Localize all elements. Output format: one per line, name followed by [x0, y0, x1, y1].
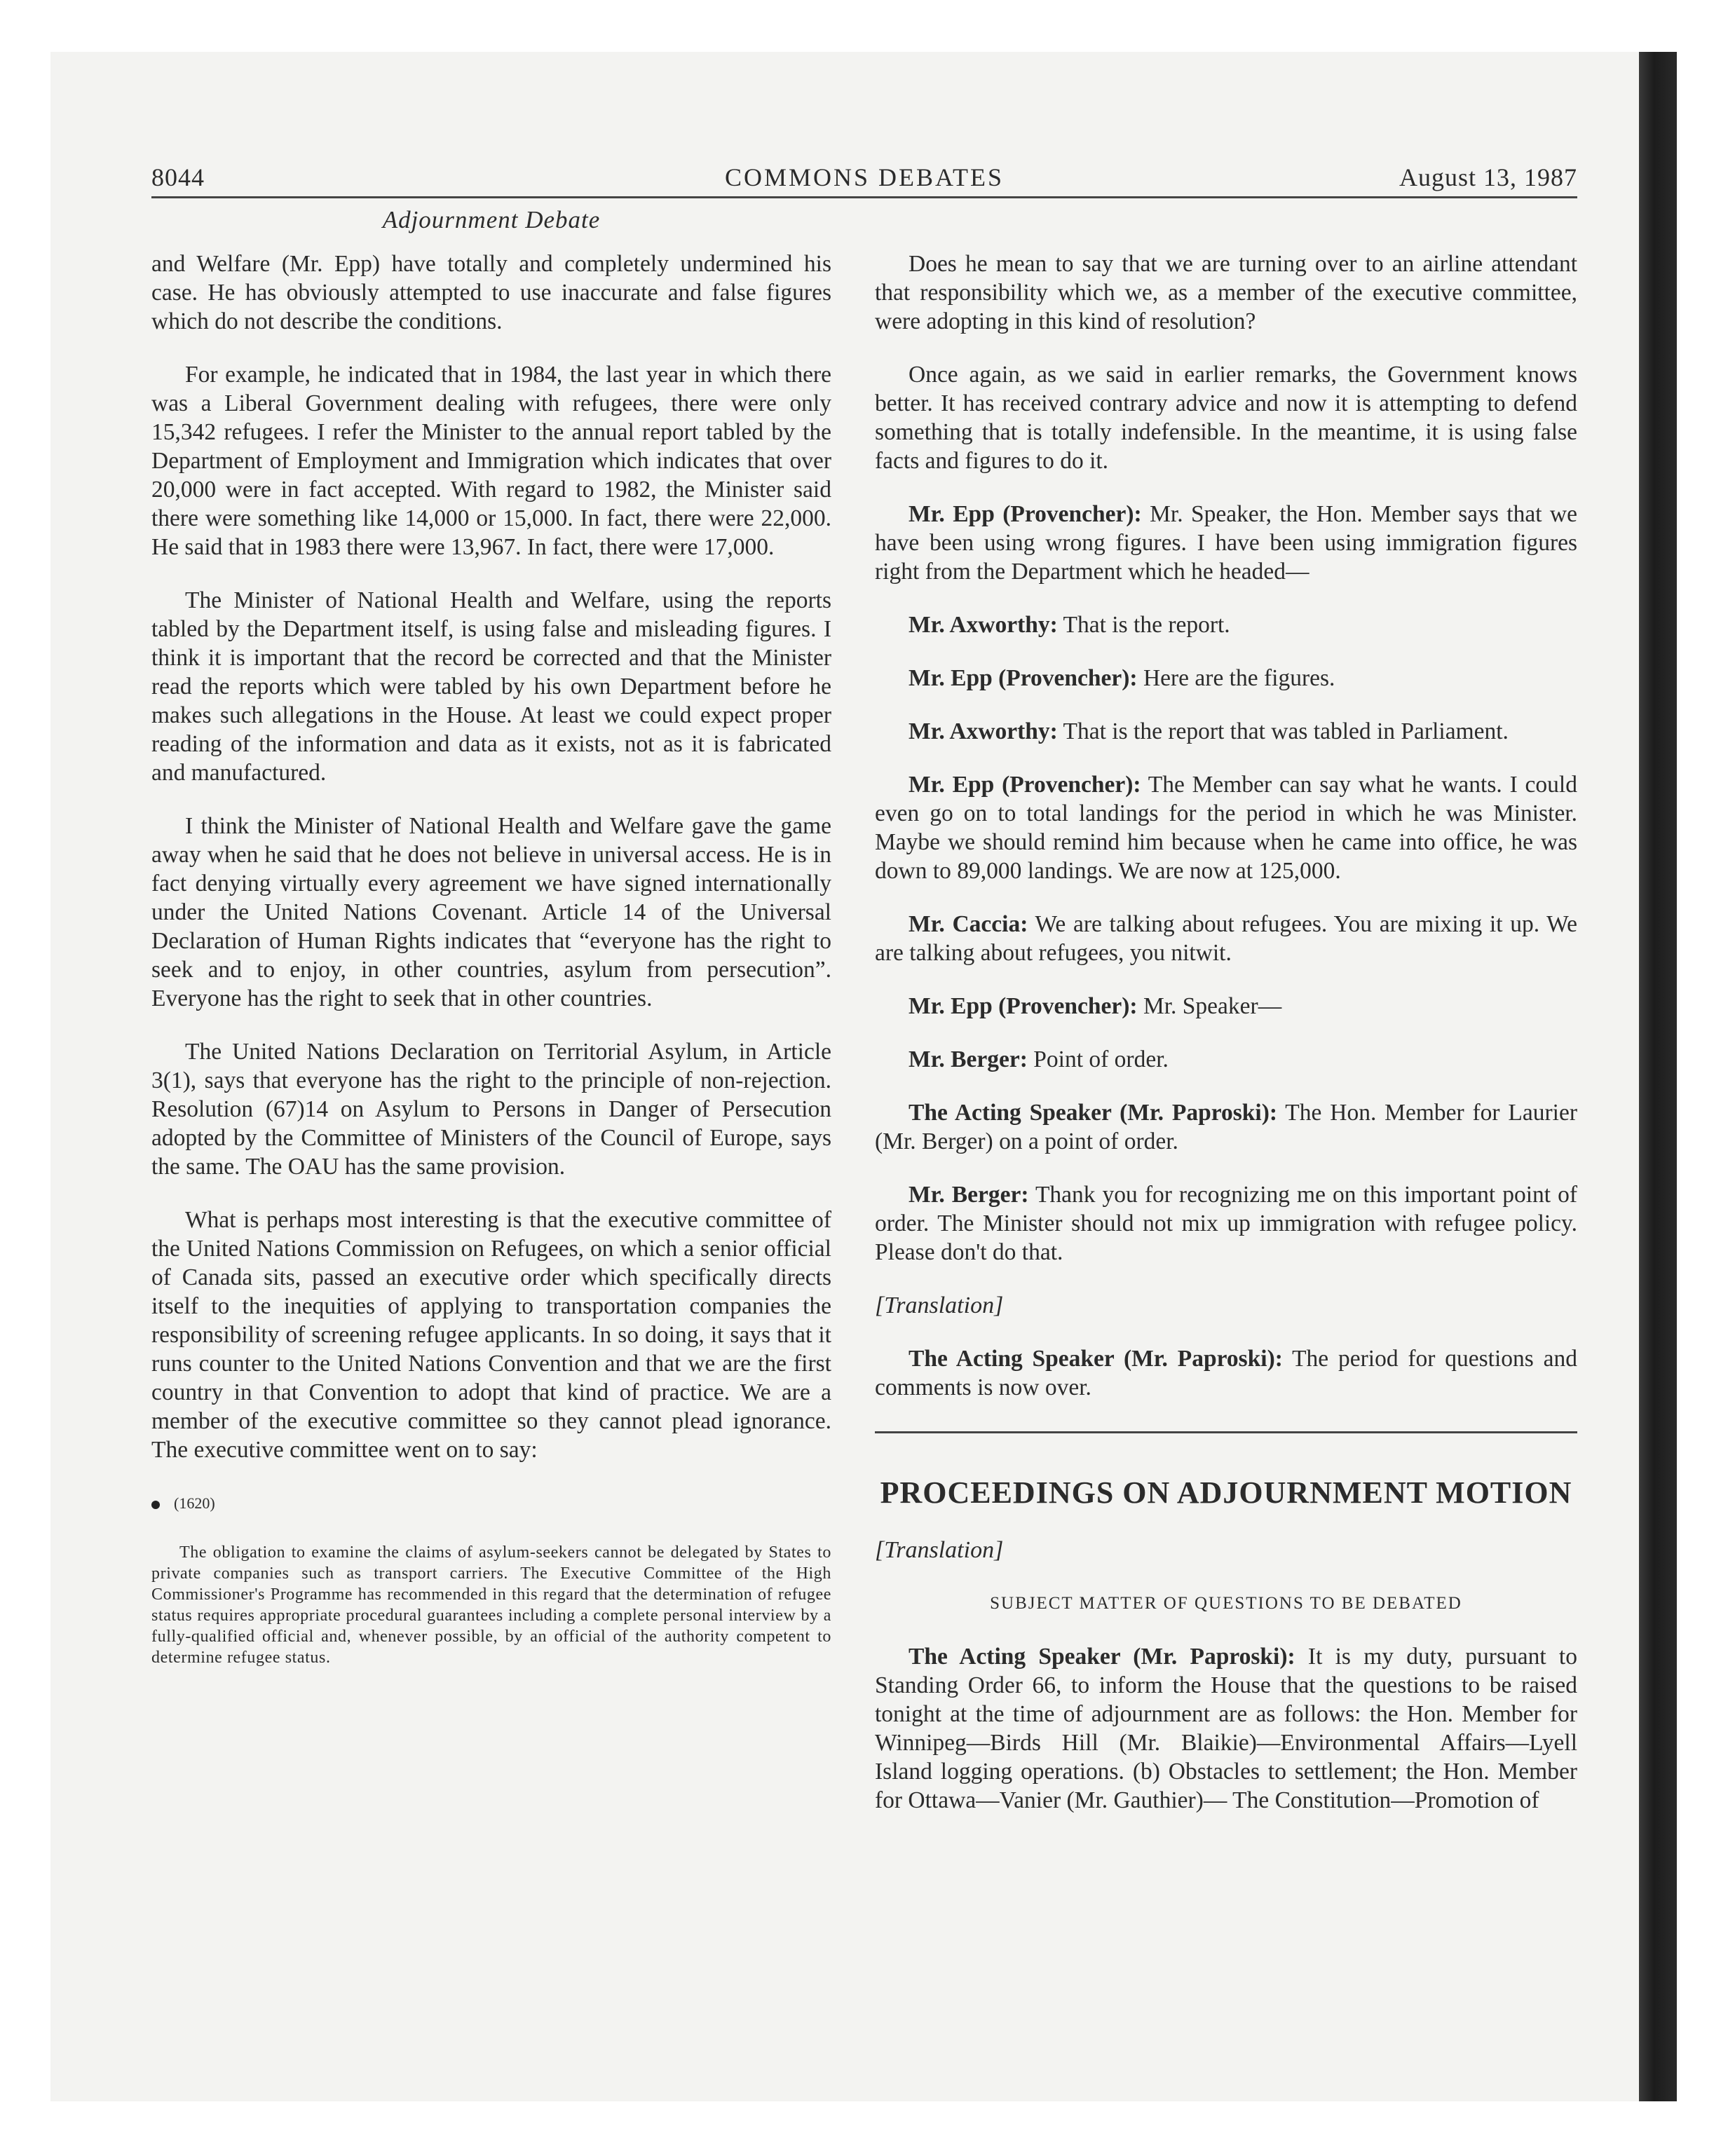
speech-text: Point of order. — [1027, 1046, 1169, 1072]
speaker-name: Mr. Caccia: — [909, 911, 1028, 937]
speech-text: That is the report that was tabled in Parliament. — [1057, 718, 1509, 744]
speech-text: Here are the figures. — [1137, 665, 1335, 691]
speech-text: The Member can say what he wants. I could even go on to total landings for the period in which he was Minister. Maybe we should remind him because when he came into office, he was down to 89,000 landings. We are now at 125,000. — [875, 772, 1577, 884]
speaker-name: Mr. Berger: — [909, 1046, 1028, 1072]
left-column — [151, 250, 831, 1693]
section-divider — [875, 1431, 1577, 1433]
speech — [875, 664, 1577, 692]
right-column — [875, 250, 1577, 1839]
bullet-icon — [151, 1501, 160, 1509]
section-subheader: Adjournment Debate — [382, 206, 601, 233]
paragraph: The United Nations Declaration on Territorial Asylum, in Article 3(1), says that everyone has the right to the principle of non-rejection. Resolution (67)14 on Asylum to Persons in Danger of Persecution adopted by the Committee of Ministers of the Council of Europe, says the same. The OAU has the same provision. — [151, 1039, 831, 1180]
section-title: PROCEEDINGS ON ADJOURNMENT MOTION — [880, 1475, 1572, 1510]
paragraph: For example, he indicated that in 1984, the last year in which there was a Liberal Government dealing with refugees, there were only 15,342 refugees. I refer the Minister to the annual report tabled by the Department of Employment and Immigration which indicates that over 20,000 were in fact accepted. With regard to 1982, the Minister said there were something like 14,000 or 15,000. In fact, there were 22,000. He said that in 1983 there were 13,967. In fact, there were 17,000. — [151, 362, 831, 560]
speech — [875, 910, 1577, 967]
paragraph: The Minister of National Health and Welfare, using the reports tabled by the Department itself, is using false and misleading figures. I think it is important that the record be corrected and that the Minister read the reports which were tabled by his own Department before he makes such allegations in the House. At least we could expect proper reading of the information and data as it exists, not as it is fabricated and manufactured. — [151, 587, 831, 786]
speech-text: Mr. Speaker, the Hon. Member says that we have been using wrong figures. I have been using immigration figures right from the Department which he headed— — [875, 501, 1577, 585]
speech — [875, 610, 1577, 639]
translation-marker: [Translation] — [875, 1292, 1004, 1318]
page-date: August 13, 1987 — [1399, 163, 1577, 191]
speech — [875, 500, 1577, 586]
speaker-name: The Acting Speaker (Mr. Paproski): — [909, 1346, 1283, 1372]
translation-marker: [Translation] — [875, 1537, 1004, 1563]
scan-edge — [1639, 52, 1677, 2101]
speech-text: The period for questions and comments is now over. — [875, 1346, 1577, 1400]
paragraph: I think the Minister of National Health and Welfare gave the game away when he said that he does not believe in universal access. He is in fact denying virtually every agreement we have signed internationally under the United Nations Covenant. Article 14 of the Universal Declaration of Human Rights indicates that “everyone has the right to seek and to enjoy, in other countries, asylum from persecution”. Everyone has the right to seek that in other countries. — [151, 813, 831, 1011]
speech-text: We are talking about refugees. You are mixing it up. We are talking about refugees, you nitwit. — [875, 911, 1577, 966]
speech-text: It is my duty, pursuant to Standing Order 66, to inform the House that the questions to be raised tonight at the time of adjournment are as follows: the Hon. Member for Winnipeg—Birds Hill (Mr. Blaikie)—Environmental Affairs—Lyell Island logging operations. (b) Obstacles to settlement; the Hon. Member for Ottawa—Vanier (Mr. Gauthier)— The Constitution—Promotion of — [875, 1644, 1577, 1813]
speech — [875, 717, 1577, 746]
speaker-name: Mr. Epp (Provencher): — [909, 772, 1141, 798]
speech-text: That is the report. — [1057, 612, 1230, 638]
speaker-name: Mr. Axworthy: — [909, 612, 1058, 638]
paragraph: What is perhaps most interesting is that the executive committee of the United Nations Commission on Refugees, on which a senior official of Canada sits, passed an executive order which specifically directs itself to the inequities of applying to transportation companies the responsibility of screening refugee applicants. In so doing, it says that it runs counter to the United Nations Convention and that we are the first country in that Convention to adopt that kind of practice. We are a member of the executive committee so they cannot plead ignorance. The executive committee went on to say: — [151, 1207, 831, 1463]
speaker-name: Mr. Epp (Provencher): — [909, 993, 1138, 1019]
speaker-name: Mr. Berger: — [909, 1182, 1029, 1208]
speech-text: The Hon. Member for Laurier (Mr. Berger) on a point of order. — [875, 1100, 1577, 1154]
speech-text: Mr. Speaker— — [1137, 993, 1282, 1019]
speech-text: Thank you for recognizing me on this important point of order. The Minister should not mix up immigration with refugee policy. Please don't do that. — [875, 1182, 1577, 1265]
speech — [875, 1180, 1577, 1267]
time-marker — [151, 1489, 831, 1517]
speech — [875, 992, 1577, 1021]
page-number: 8044 — [151, 163, 205, 191]
speaker-name: Mr. Axworthy: — [909, 718, 1058, 744]
speaker-name: Mr. Epp (Provencher): — [909, 501, 1142, 527]
paragraph: and Welfare (Mr. Epp) have totally and completely undermined his case. He has obviously attempted to use inaccurate and false figures which do not describe the conditions. — [151, 251, 831, 334]
paragraph: Does he mean to say that we are turning over to an airline attendant that responsibility which we, as a member of the executive committee, were adopting in this kind of resolution? — [875, 251, 1577, 334]
speech — [875, 1098, 1577, 1156]
speaker-name: The Acting Speaker (Mr. Paproski): — [909, 1100, 1278, 1126]
page-header — [151, 157, 1577, 198]
subject-heading: SUBJECT MATTER OF QUESTIONS TO BE DEBATED — [990, 1594, 1462, 1613]
time-marker-text: (1620) — [174, 1494, 215, 1512]
speech — [875, 1045, 1577, 1074]
journal-title: COMMONS DEBATES — [724, 163, 1005, 191]
speech — [875, 770, 1577, 885]
speech — [875, 1344, 1577, 1402]
speaker-name: Mr. Epp (Provencher): — [909, 665, 1138, 691]
speech — [875, 1642, 1577, 1815]
paragraph: Once again, as we said in earlier remarks, the Government knows better. It has received contrary advice and now it is attempting to defend something that is totally indefensible. In the meantime, it is using false facts and figures to do it. — [875, 362, 1577, 474]
block-quote: The obligation to examine the claims of asylum-seekers cannot be delegated by States to private companies such as transport carriers. The Executive Committee of the High Commissioner's Programme has recommended in this regard that the determination of refugee status requires appropriate procedural guarantees including a complete personal interview by a fully-qualified official and, whenever possible, by an official of the authority competent to determine refugee status. — [151, 1543, 831, 1667]
speaker-name: The Acting Speaker (Mr. Paproski): — [909, 1644, 1295, 1670]
